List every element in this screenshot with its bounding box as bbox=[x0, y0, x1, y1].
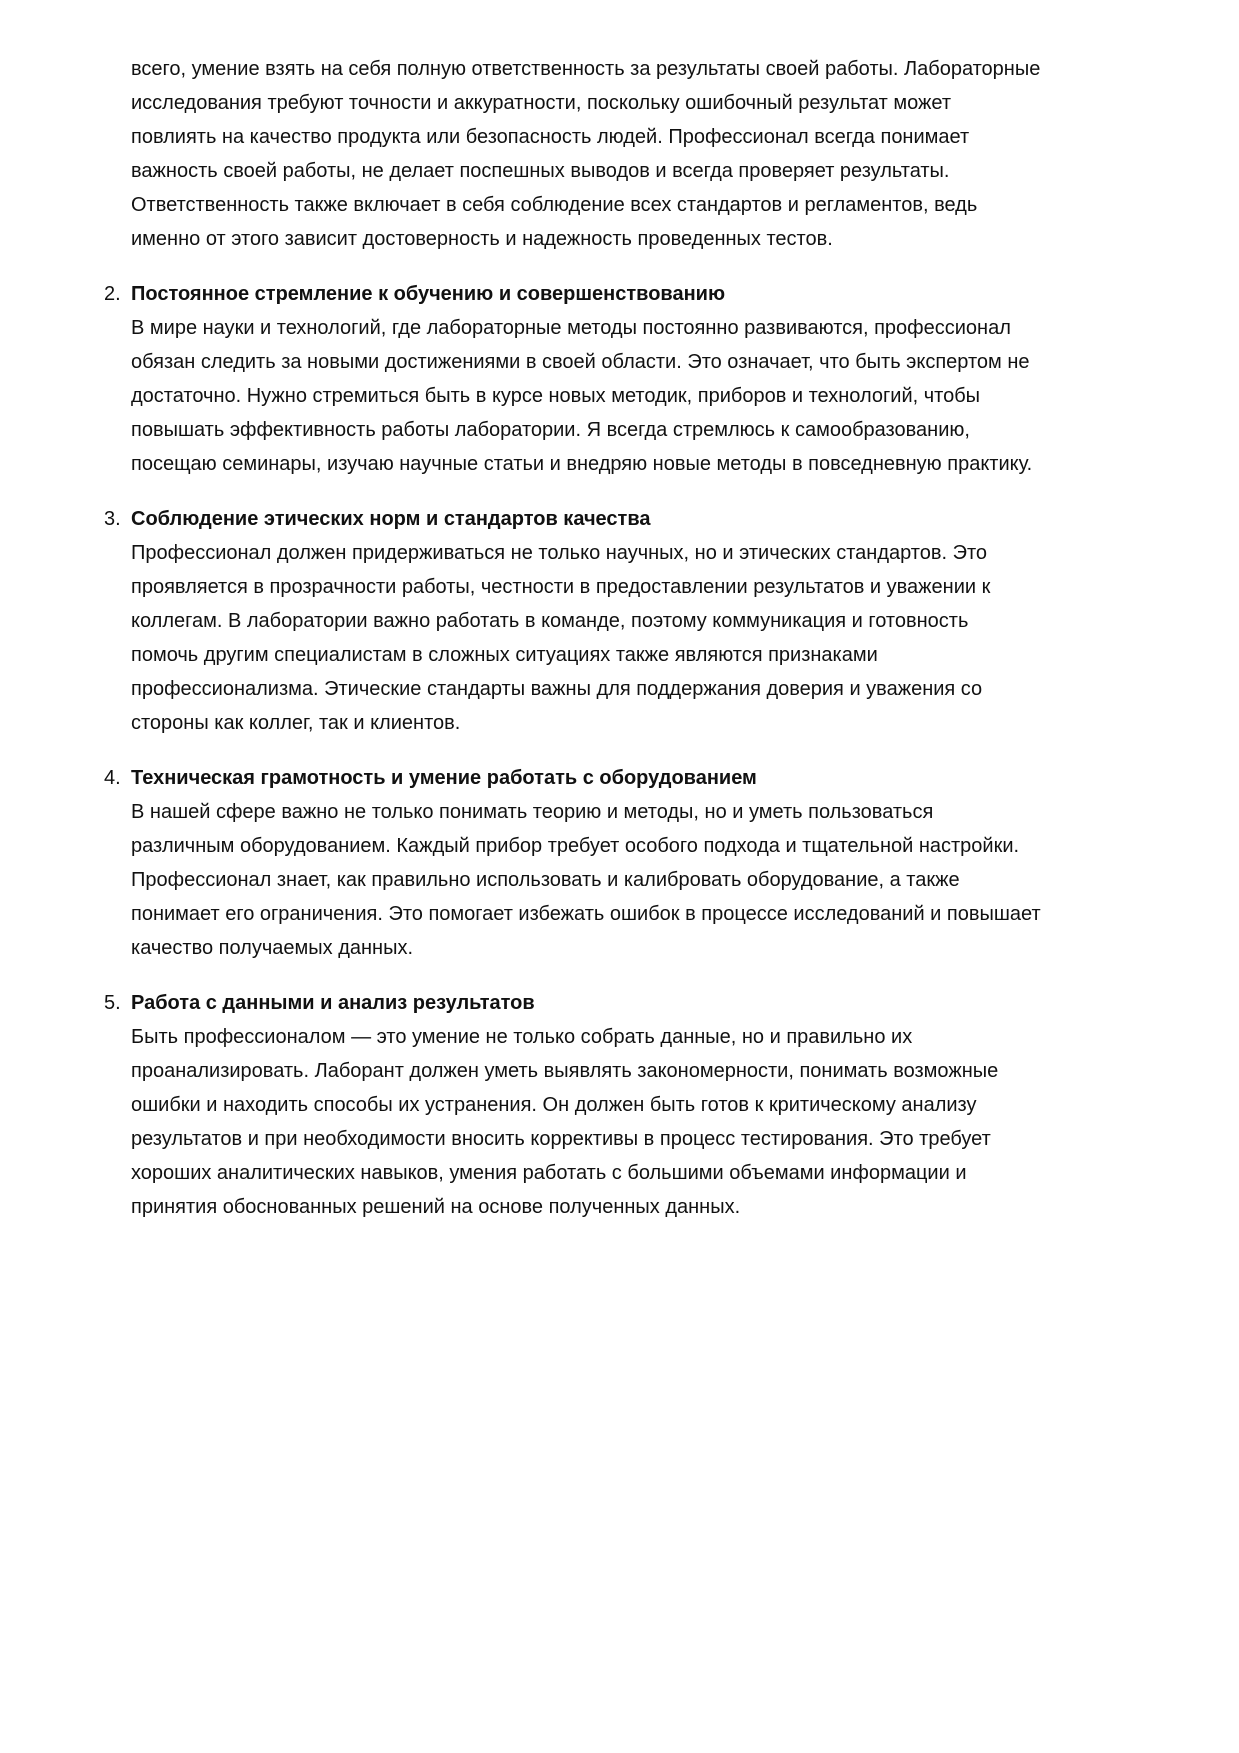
list-item-number: 5. bbox=[104, 992, 121, 1014]
list-item bbox=[104, 502, 1041, 740]
list-item-title: Постоянное стремление к обучению и совершенствованию bbox=[131, 283, 726, 305]
list-item-body: В мире науки и технологий, где лабораторные методы постоянно развиваются, профессионал обязан следить за новыми достижениями в своей области. Это означает, что быть экспертом не достаточно. Нужно стремиться быть в курсе новых методик, приборов и технологий, чтобы повышать эффективность работы лаборатории. Я всегда стремлюсь к самообразованию, посещаю семинары, изучаю научные статьи и внедряю новые методы в повседневную практику. bbox=[131, 317, 1033, 475]
list-item-body: В нашей сфере важно не только понимать теорию и методы, но и уметь пользоваться различным оборудованием. Каждый прибор требует особого подхода и тщательной настройки. Профессионал знает, как правильно использовать и калибровать оборудование, а также понимает его ограничения. Это помогает избежать ошибок в процессе исследований и повышает качество получаемых данных. bbox=[131, 801, 1041, 959]
list-item-heading bbox=[104, 277, 1041, 311]
list-item-heading bbox=[104, 986, 1041, 1020]
list-item-heading bbox=[104, 502, 1041, 536]
list-item-number: 4. bbox=[104, 767, 121, 789]
list-item-number: 3. bbox=[104, 508, 121, 530]
numbered-list bbox=[104, 277, 1041, 1224]
list-item-title: Работа с данными и анализ результатов bbox=[131, 992, 535, 1014]
list-item-title: Соблюдение этических норм и стандартов качества bbox=[131, 508, 651, 530]
list-item-number: 2. bbox=[104, 283, 121, 305]
list-item-body: Профессионал должен придерживаться не только научных, но и этических стандартов. Это проявляется в прозрачности работы, честности в предоставлении результатов и уважении к коллегам. В лаборатории важно работать в команде, поэтому коммуникация и готовность помочь другим специалистам в сложных ситуациях также являются признаками профессионализма. Этические стандарты важны для поддержания доверия и уважения со стороны как коллег, так и клиентов. bbox=[131, 542, 991, 734]
intro-paragraph: всего, умение взять на себя полную ответственность за результаты своей работы. Лабораторные исследования требуют точности и аккуратности, поскольку ошибочный результат может повлиять на качество продукта или безопасность людей. Профессионал всегда понимает важность своей работы, не делает поспешных выводов и всегда проверяет результаты. Ответственность также включает в себя соблюдение всех стандартов и регламентов, ведь именно от этого зависит достоверность и надежность проведенных тестов. bbox=[131, 58, 1041, 250]
list-item bbox=[104, 761, 1041, 965]
list-item bbox=[104, 277, 1041, 481]
list-item-title: Техническая грамотность и умение работать с оборудованием bbox=[131, 767, 757, 789]
list-item-body: Быть профессионалом — это умение не только собрать данные, но и правильно их проанализировать. Лаборант должен уметь выявлять закономерности, понимать возможные ошибки и находить способы их устранения. Он должен быть готов к критическому анализу результатов и при необходимости вносить коррективы в процесс тестирования. Это требует хороших аналитических навыков, умения работать с большими объемами информации и принятия обоснованных решений на основе полученных данных. bbox=[131, 1026, 999, 1218]
list-item-heading bbox=[104, 761, 1041, 795]
list-item bbox=[104, 986, 1041, 1224]
